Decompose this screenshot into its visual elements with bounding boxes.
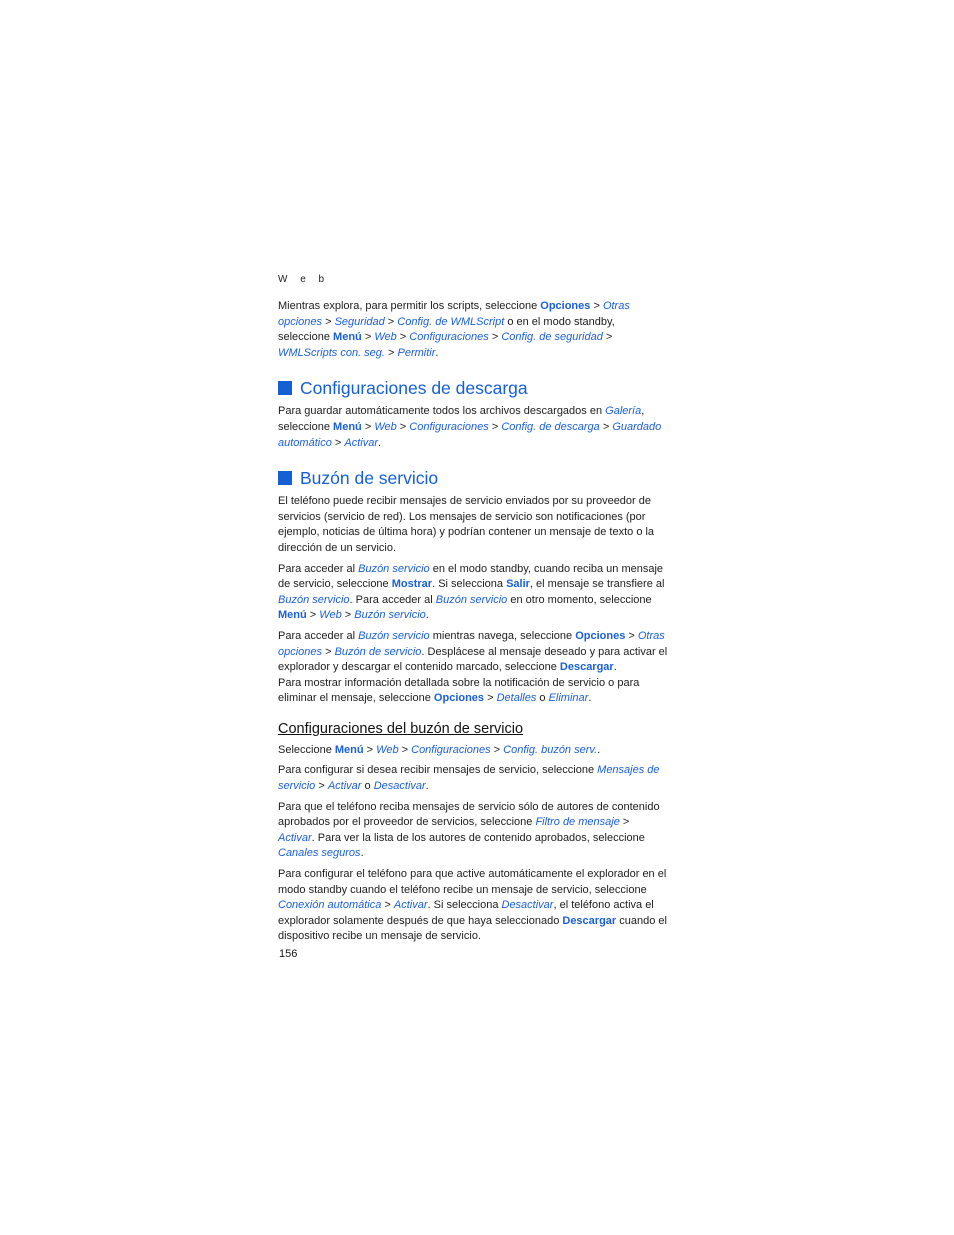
buzon-paragraph-3: Para acceder al Buzón servicio mientras navega, seleccione Opciones > Otras opciones > Buzón de servicio. Desplácese al mensaje deseado y para activar el explorador y descargar el contenido marcado, seleccione Descargar. bbox=[278, 629, 668, 674]
page-number: 156 bbox=[279, 948, 298, 960]
option-otras-opciones: Otras opciones bbox=[278, 300, 630, 328]
option-config-wmlscript: Config. de WMLScript bbox=[397, 315, 505, 328]
buzon-paragraph-2: Para acceder al Buzón servicio en el modo standby, cuando reciba un mensaje de servicio, seleccione Mostrar. Si selecciona Salir, el mensaje se transfiere al Buzón servicio. Para acceder al Buzón servicio en otro momento, seleccione Menú > Web > Buzón servicio. bbox=[278, 562, 665, 622]
config-paragraph-2: Para configurar si desea recibir mensajes de servicio, seleccione Mensajes de servicio > Activar o Desactivar. bbox=[278, 764, 660, 793]
heading-buzon-servicio: Buzón de servicio bbox=[278, 467, 668, 489]
menu-menu: Menú bbox=[333, 331, 362, 344]
option-configuraciones: Configuraciones bbox=[409, 331, 489, 344]
config-paragraph-1: Seleccione Menú > Web > Configuraciones > Config. buzón serv.. bbox=[278, 743, 601, 756]
buzon-paragraph-4: Para mostrar información detallada sobre la notificación de servicio o para eliminar el mensaje, seleccione Opciones > Detalles o Eliminar. bbox=[278, 676, 640, 705]
option-seguridad: Seguridad bbox=[334, 315, 385, 328]
page-body bbox=[278, 299, 668, 945]
option-permitir: Permitir bbox=[397, 346, 436, 359]
config-paragraph-3: Para que el teléfono reciba mensajes de servicio sólo de autores de contenido aprobados por el proveedor de servicios, seleccione Filtro de mensaje > Activar. Para ver la lista de los autores de contenido aprobados, seleccione Canales seguros. bbox=[278, 800, 660, 860]
option-wmlscripts: WMLScripts con. seg. bbox=[278, 346, 385, 359]
heading-square-icon bbox=[278, 381, 292, 395]
descarga-paragraph: Para guardar automáticamente todos los archivos descargados en Galería, seleccione Menú > Web > Configuraciones > Config. de descarga > Guardado automático > Activar. bbox=[278, 405, 662, 449]
option-config-seguridad: Config. de seguridad bbox=[501, 331, 603, 344]
running-header: W e b bbox=[278, 274, 330, 285]
heading-configuraciones-descarga: Configuraciones de descarga bbox=[278, 377, 668, 399]
intro-paragraph: Mientras explora, para permitir los scripts, seleccione Opciones > Otras opciones > Seguridad > Config. de WMLScript o en el modo standby, seleccione Menú > Web > Configuraciones > Config. de seguridad > WMLScripts con. seg. > Permitir. bbox=[278, 300, 630, 359]
config-paragraph-4: Para configurar el teléfono para que active automáticamente el explorador en el modo standby cuando el teléfono recibe un mensaje de servicio, seleccione Conexión automática > Activar. Si selecciona Desactivar, el teléfono activa el explorador solamente después de que haya seleccionado Descargar cuando el dispositivo recibe un mensaje de servicio. bbox=[278, 868, 667, 943]
menu-opciones: Opciones bbox=[540, 300, 591, 312]
option-web: Web bbox=[374, 331, 397, 344]
buzon-paragraph-1: El teléfono puede recibir mensajes de servicio enviados por su proveedor de servicios (servicio de red). Los mensajes de servicio son notificaciones (por ejemplo, noticias de última hora) y podrían contener un mensaje de texto o la dirección de un servicio. bbox=[278, 495, 655, 554]
heading-square-icon bbox=[278, 471, 292, 485]
heading-config-buzon: Configuraciones del buzón de servicio bbox=[278, 720, 524, 737]
